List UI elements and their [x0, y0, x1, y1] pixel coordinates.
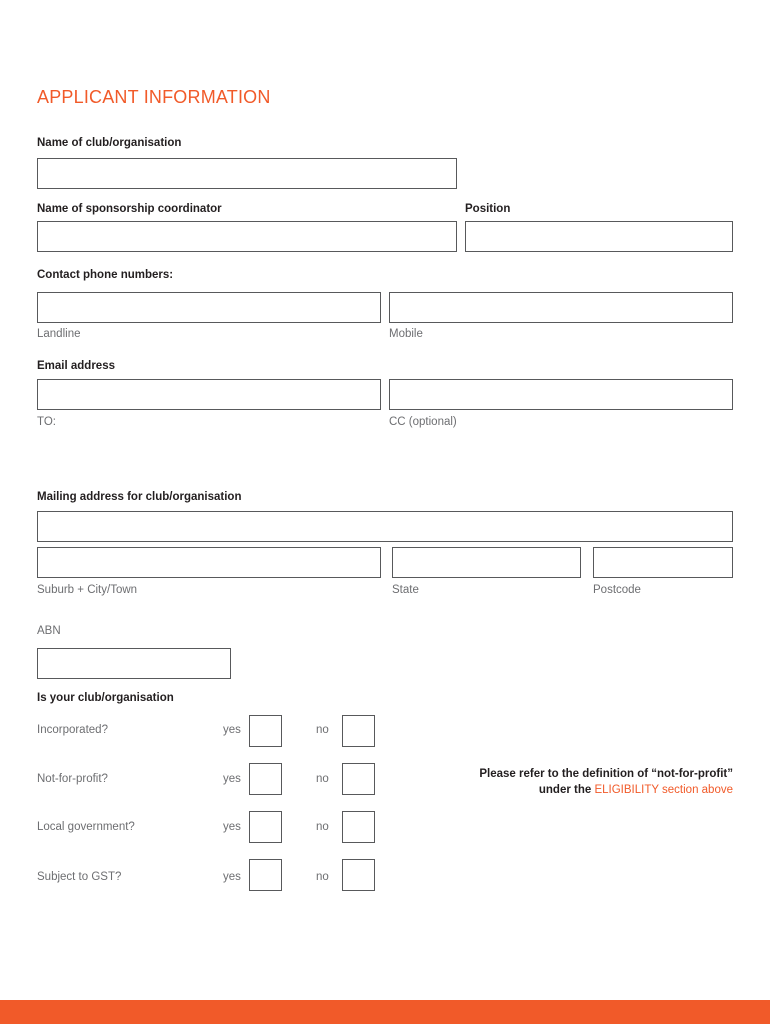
abn-label: ABN	[37, 625, 61, 637]
mobile-label: Mobile	[389, 328, 423, 340]
mailing-address-label: Mailing address for club/organisation	[37, 491, 242, 503]
email-cc-input[interactable]	[389, 379, 733, 410]
postcode-input[interactable]	[593, 547, 733, 578]
club-name-input[interactable]	[37, 158, 457, 189]
note-line-2-prefix: under the	[538, 784, 595, 796]
position-input[interactable]	[465, 221, 733, 252]
incorporated-yes-checkbox[interactable]	[249, 715, 282, 747]
subject-to-gst-no-checkbox[interactable]	[342, 859, 375, 891]
coordinator-name-input[interactable]	[37, 221, 457, 252]
not-for-profit-no-label: no	[316, 773, 329, 785]
position-label: Position	[465, 203, 511, 215]
local-government-no-checkbox[interactable]	[342, 811, 375, 843]
local-government-label: Local government?	[37, 821, 135, 833]
local-government-no-label: no	[316, 821, 329, 833]
contact-phones-label: Contact phone numbers:	[37, 269, 174, 281]
suburb-city-label: Suburb + City/Town	[37, 584, 138, 596]
local-government-yes-checkbox[interactable]	[249, 811, 282, 843]
incorporated-no-label: no	[316, 724, 329, 736]
incorporated-no-checkbox[interactable]	[342, 715, 375, 747]
eligibility-reference: ELIGIBILITY	[594, 784, 659, 796]
subject-to-gst-yes-label: yes	[223, 871, 241, 883]
suburb-city-input[interactable]	[37, 547, 381, 578]
club-name-label: Name of club/organisation	[37, 137, 182, 149]
email-cc-label: CC (optional)	[389, 416, 457, 428]
subject-to-gst-yes-checkbox[interactable]	[249, 859, 282, 891]
landline-input[interactable]	[37, 292, 381, 323]
section-title: APPLICANT INFORMATION	[37, 87, 271, 107]
not-for-profit-note	[479, 766, 733, 798]
mobile-input[interactable]	[389, 292, 733, 323]
not-for-profit-yes-label: yes	[223, 773, 241, 785]
not-for-profit-yes-checkbox[interactable]	[249, 763, 282, 795]
mailing-address-input[interactable]	[37, 511, 733, 542]
postcode-label: Postcode	[593, 584, 641, 596]
subject-to-gst-no-label: no	[316, 871, 329, 883]
abn-input[interactable]	[37, 648, 231, 679]
incorporated-yes-label: yes	[223, 724, 241, 736]
state-label: State	[392, 584, 419, 596]
email-to-label: TO:	[37, 416, 56, 428]
local-government-yes-label: yes	[223, 821, 241, 833]
email-label: Email address	[37, 360, 115, 372]
footer-bar	[0, 1000, 770, 1024]
state-input[interactable]	[392, 547, 581, 578]
not-for-profit-label: Not-for-profit?	[37, 773, 108, 785]
not-for-profit-no-checkbox[interactable]	[342, 763, 375, 795]
email-to-input[interactable]	[37, 379, 381, 410]
is-your-club-label: Is your club/organisation	[37, 692, 174, 704]
eligibility-reference-suffix: section above	[658, 784, 733, 796]
subject-to-gst-label: Subject to GST?	[37, 871, 122, 883]
coordinator-name-label: Name of sponsorship coordinator	[37, 203, 222, 215]
incorporated-label: Incorporated?	[37, 724, 108, 736]
landline-label: Landline	[37, 328, 81, 340]
note-line-1: Please refer to the definition of “not-for-profit”	[479, 768, 733, 780]
note-line-2	[479, 782, 733, 798]
